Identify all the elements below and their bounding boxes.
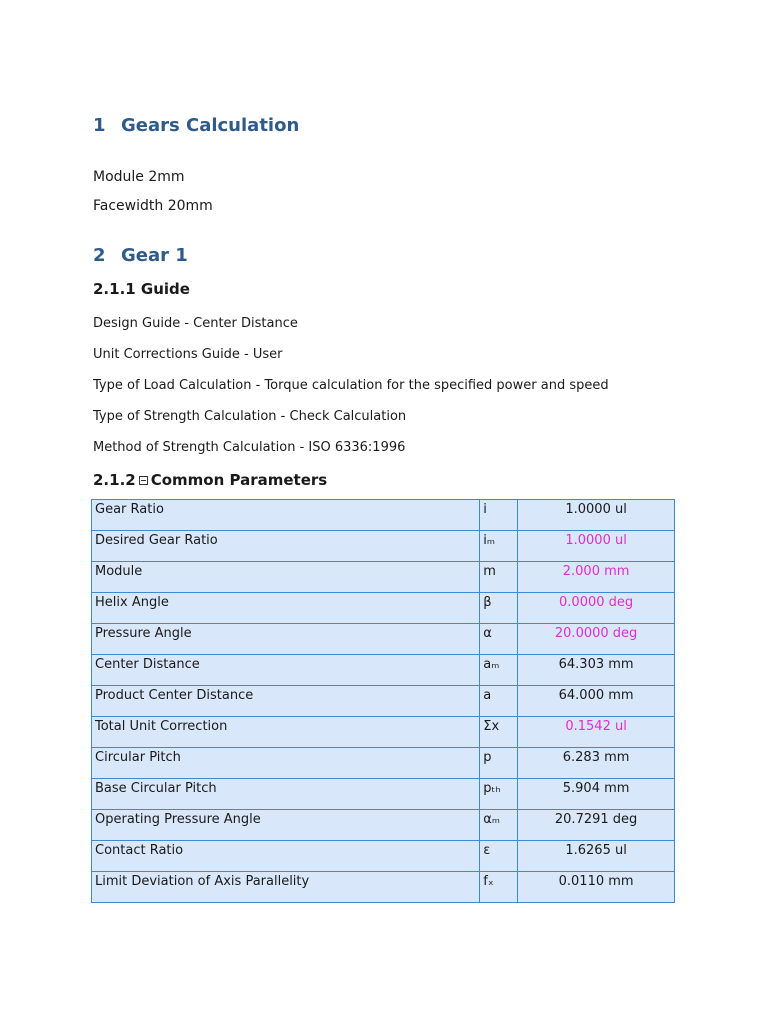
parameter-symbol: ε — [480, 841, 518, 872]
parameter-symbol: aₘ — [480, 655, 518, 686]
parameter-name: Module — [92, 562, 480, 593]
parameter-value: 6.283 mm — [518, 748, 675, 779]
section-heading-gears-calculation — [93, 115, 299, 136]
table-row — [92, 686, 675, 717]
parameter-symbol: α — [480, 624, 518, 655]
parameter-name: Operating Pressure Angle — [92, 810, 480, 841]
section-number: 2 — [93, 245, 106, 266]
table-row — [92, 655, 675, 686]
table-row — [92, 872, 675, 903]
parameter-name: Pressure Angle — [92, 624, 480, 655]
module-line: Module 2mm — [93, 169, 185, 185]
section-title: Gear 1 — [121, 245, 188, 266]
parameter-symbol: iₘ — [480, 531, 518, 562]
parameter-symbol: αₘ — [480, 810, 518, 841]
parameter-symbol: pₜₕ — [480, 779, 518, 810]
guide-line-strength-method: Method of Strength Calculation - ISO 6336:1996 — [93, 440, 406, 455]
parameter-value: 0.1542 ul — [518, 717, 675, 748]
subsection-title: Common Parameters — [150, 471, 328, 489]
common-parameters-table-body — [92, 500, 675, 903]
parameter-value: 64.303 mm — [518, 655, 675, 686]
parameter-symbol: m — [480, 562, 518, 593]
table-row — [92, 717, 675, 748]
parameter-name: Total Unit Correction — [92, 717, 480, 748]
parameter-symbol: i — [480, 500, 518, 531]
common-parameters-heading — [93, 471, 327, 489]
table-row — [92, 593, 675, 624]
parameter-value: 0.0000 deg — [518, 593, 675, 624]
guide-line-strength-type: Type of Strength Calculation - Check Calculation — [93, 409, 407, 424]
table-row — [92, 624, 675, 655]
facewidth-line: Facewidth 20mm — [93, 198, 213, 214]
table-row — [92, 779, 675, 810]
parameter-name: Gear Ratio — [92, 500, 480, 531]
parameter-value: 0.0110 mm — [518, 872, 675, 903]
parameter-value: 5.904 mm — [518, 779, 675, 810]
parameter-value: 2.000 mm — [518, 562, 675, 593]
parameter-name: Helix Angle — [92, 593, 480, 624]
guide-heading: 2.1.1 Guide — [93, 280, 190, 298]
parameter-symbol: Σx — [480, 717, 518, 748]
guide-line-unit-corrections: Unit Corrections Guide - User — [93, 347, 283, 362]
parameter-value: 1.6265 ul — [518, 841, 675, 872]
common-parameters-table — [91, 499, 675, 903]
subsection-number: 2.1.2 — [93, 471, 136, 489]
table-row — [92, 562, 675, 593]
parameter-value: 1.0000 ul — [518, 531, 675, 562]
section-heading-gear-1 — [93, 245, 188, 266]
parameter-name: Center Distance — [92, 655, 480, 686]
table-row — [92, 748, 675, 779]
table-row — [92, 810, 675, 841]
parameter-name: Desired Gear Ratio — [92, 531, 480, 562]
parameter-value: 20.7291 deg — [518, 810, 675, 841]
parameter-name: Limit Deviation of Axis Parallelity — [92, 872, 480, 903]
section-title: Gears Calculation — [121, 115, 300, 136]
parameter-name: Contact Ratio — [92, 841, 480, 872]
section-number: 1 — [93, 115, 106, 136]
parameter-value: 64.000 mm — [518, 686, 675, 717]
parameter-value: 1.0000 ul — [518, 500, 675, 531]
parameter-name: Product Center Distance — [92, 686, 480, 717]
table-row — [92, 531, 675, 562]
table-row — [92, 500, 675, 531]
collapse-icon[interactable] — [139, 476, 148, 485]
guide-line-design: Design Guide - Center Distance — [93, 316, 298, 331]
parameter-symbol: a — [480, 686, 518, 717]
parameter-name: Base Circular Pitch — [92, 779, 480, 810]
parameter-symbol: p — [480, 748, 518, 779]
table-row — [92, 841, 675, 872]
parameter-symbol: fₓ — [480, 872, 518, 903]
parameter-name: Circular Pitch — [92, 748, 480, 779]
parameter-value: 20.0000 deg — [518, 624, 675, 655]
guide-line-load-calculation: Type of Load Calculation - Torque calculation for the specified power and speed — [93, 378, 609, 393]
parameter-symbol: β — [480, 593, 518, 624]
